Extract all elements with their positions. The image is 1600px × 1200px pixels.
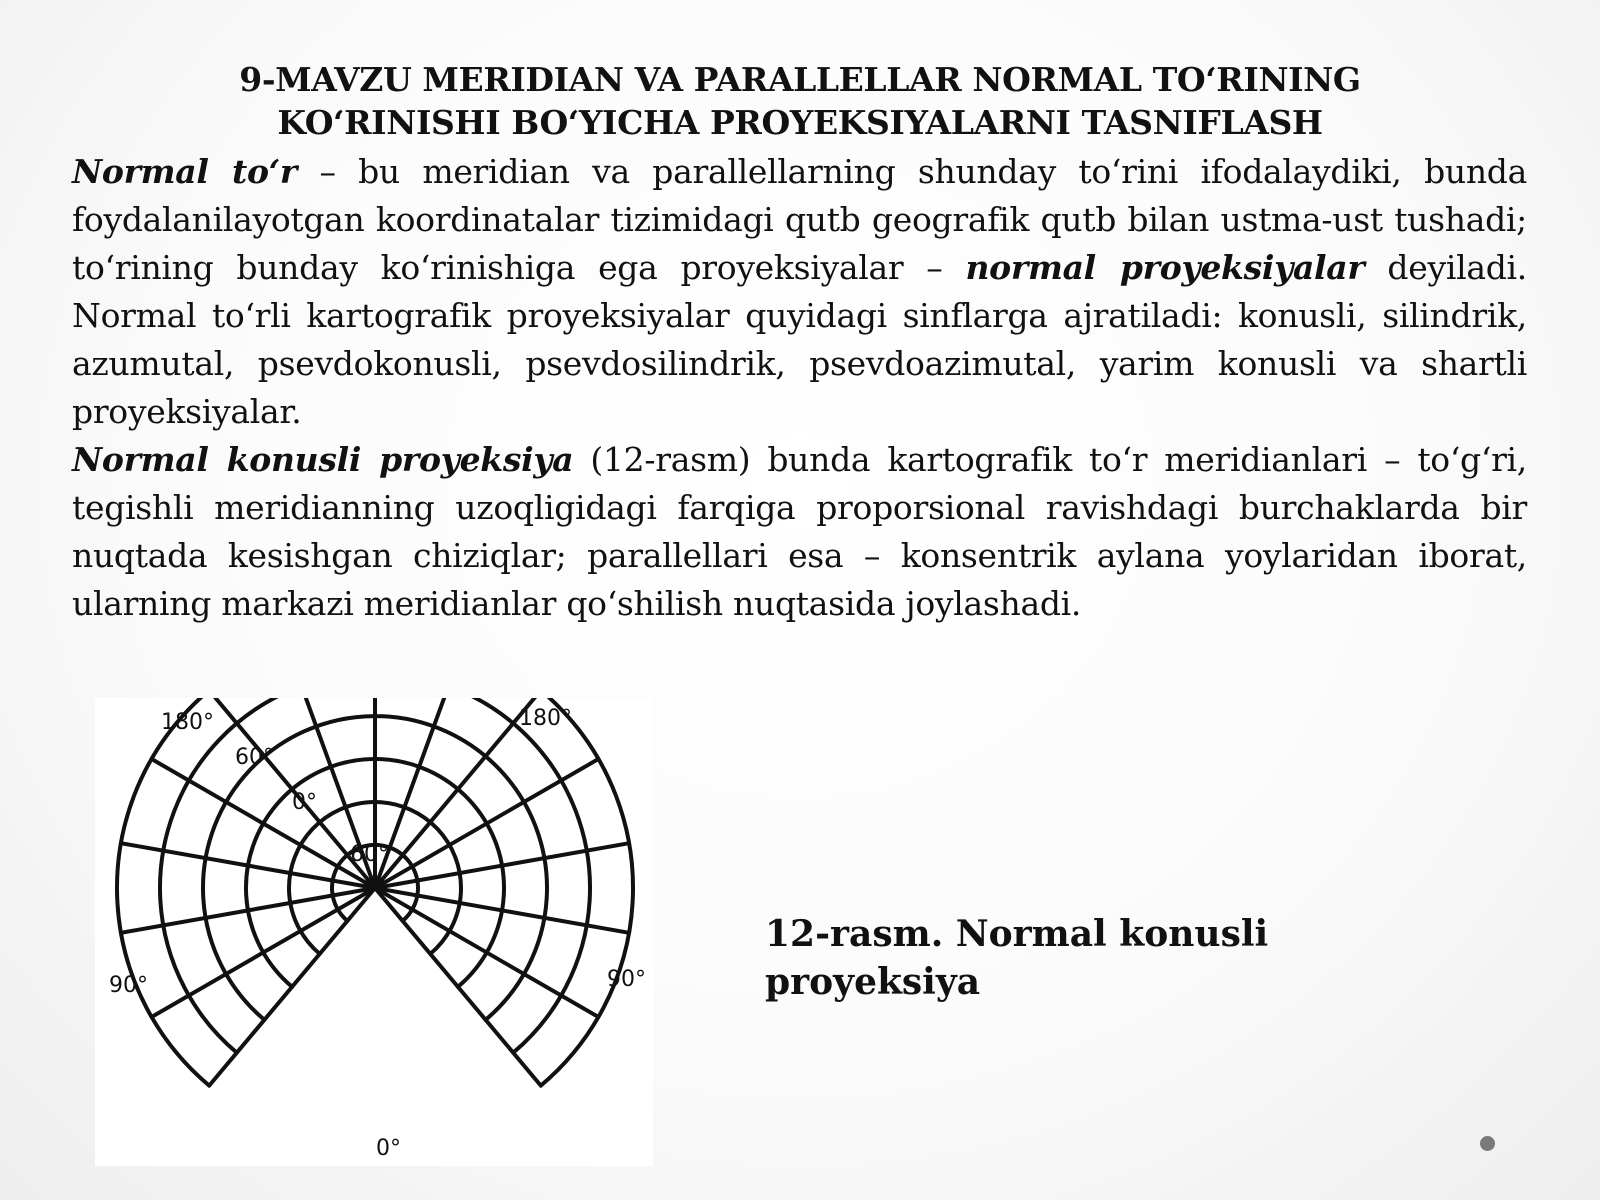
- term-normal-conic-projection: Normal konusli proyeksiya: [72, 440, 574, 479]
- title-line-2: KO‘RINISHI BO‘YICHA PROYEKSIYALARNI TASNIFLASH: [277, 103, 1323, 142]
- slide-title: [60, 58, 1540, 144]
- label-60-inner: 60°: [350, 842, 389, 867]
- paragraph-2-text: (12-rasm) bunda kartografik to‘r meridianlari – to‘g‘ri, tegishli meridianning uzoqligidagi farqiga proporsional ravishdagi burchaklarda bir nuqtada kesishgan chiziqlar; parallellari esa – konsentrik aylana yoylaridan iborat, ularning markazi meridianlar qo‘shilish nuqtasida joylashadi.: [72, 440, 1527, 623]
- paragraph-conic-projection: [72, 436, 1527, 628]
- label-60-left: 60°: [235, 745, 274, 770]
- conic-graticule-drawing: [95, 698, 653, 1166]
- graticule-lines: [117, 698, 633, 1086]
- paragraph-1-text-a: – bu meridian va parallellarning shunday to‘rini ifodalaydiki, bunda foydalanilayotgan koordinatalar tizimidagi qutb geografik qutb bilan ustma-ust tushadi; to‘rining bunday ko‘rinishiga ega proyeksiyalar –: [72, 152, 1527, 287]
- label-0-bottom: 0°: [376, 1136, 401, 1161]
- label-180-left: 180°: [161, 710, 214, 735]
- paragraph-normal-net: [72, 148, 1527, 436]
- label-90-right: 90°: [607, 967, 646, 992]
- body-text: [72, 148, 1527, 628]
- label-180-right: 180°: [519, 706, 572, 731]
- term-normal-projections: normal proyeksiyalar: [965, 248, 1365, 287]
- paragraph-1-text-b: deyiladi. Normal to‘rli kartografik proyeksiyalar quyidagi sinflarga ajratiladi: konusli, silindrik, azumutal, psevdokonusli, psevdosilindrik, psevdoazimutal, yarim konusli va shartli proyeksiyalar.: [72, 248, 1527, 431]
- slide-indicator-dot: [1480, 1136, 1495, 1151]
- label-0-left: 0°: [292, 790, 317, 815]
- title-line-1: 9-MAVZU MERIDIAN VA PARALLELLAR NORMAL TO‘RINING: [239, 60, 1361, 99]
- label-90-left: 90°: [109, 973, 148, 998]
- conic-projection-figure: [95, 698, 653, 1166]
- term-normal-net: Normal to‘r: [72, 152, 297, 191]
- figure-caption: 12-rasm. Normal konusli proyeksiya: [765, 913, 1269, 1003]
